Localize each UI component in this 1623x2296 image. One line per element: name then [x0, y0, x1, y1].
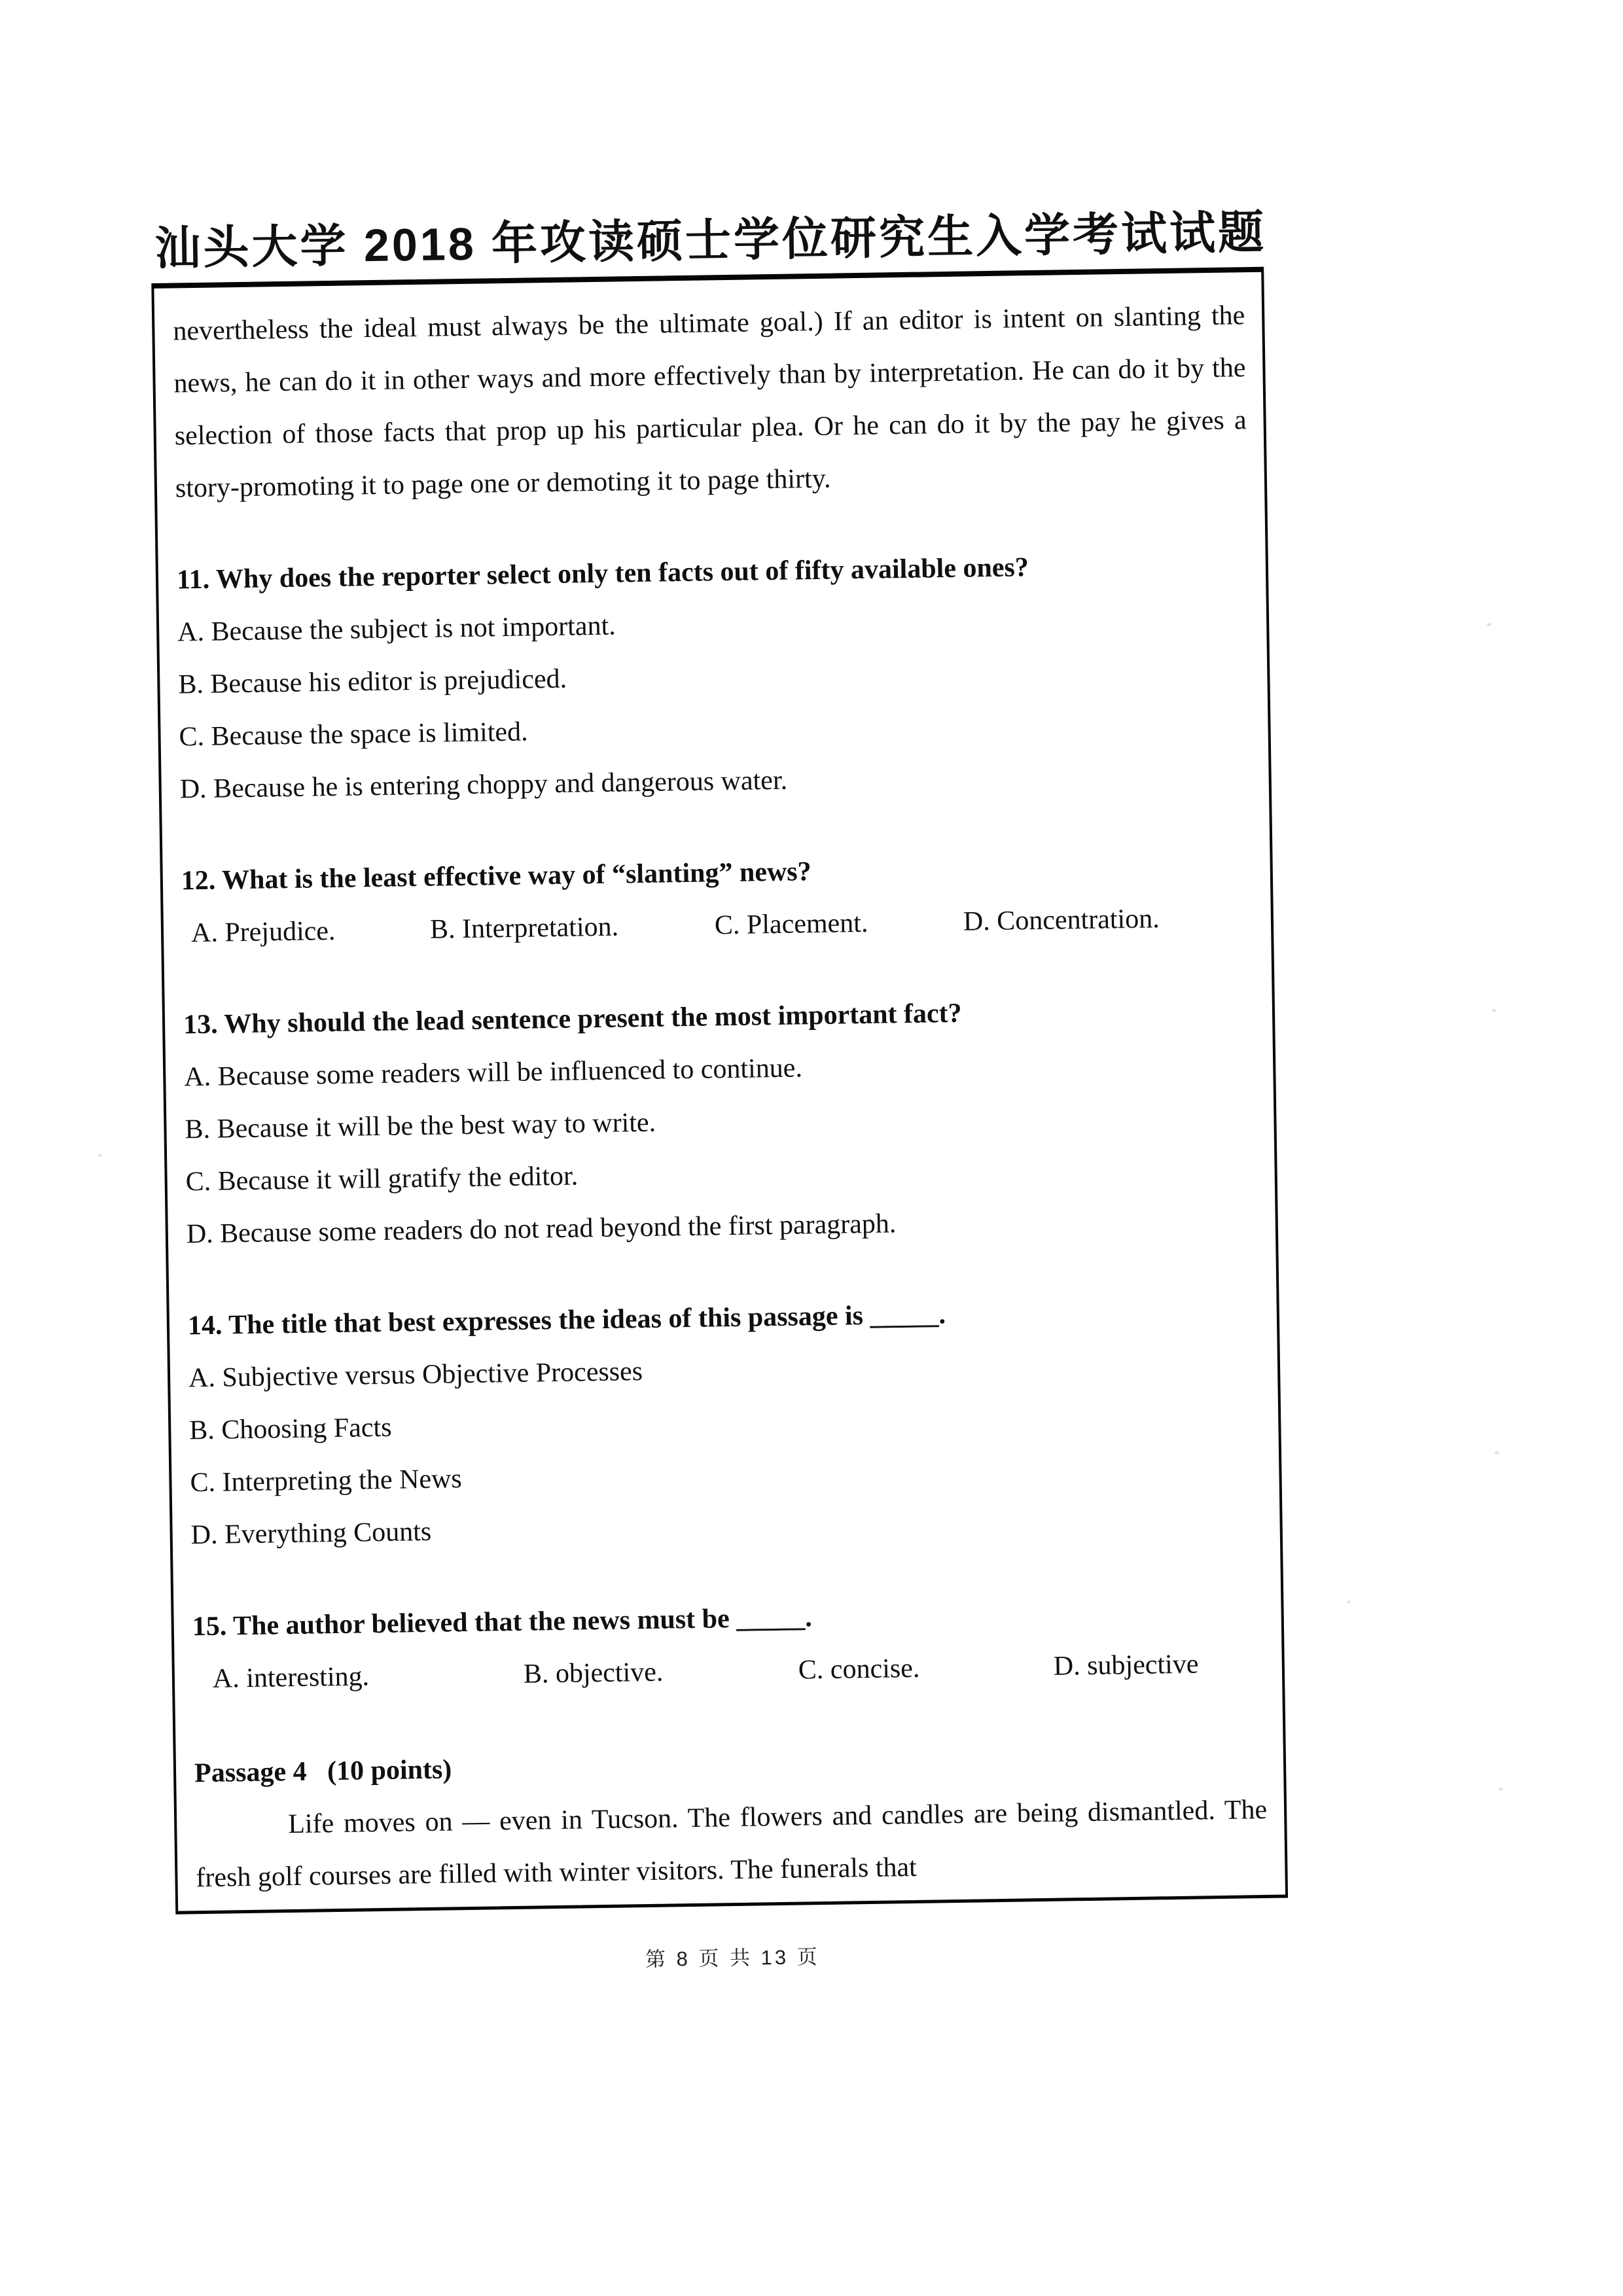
scan-noise-speck — [1492, 1009, 1496, 1012]
scan-noise-speck — [1499, 1788, 1503, 1791]
question-11-option-c: C. Because the space is limited. — [179, 716, 528, 752]
question-13 — [183, 983, 1259, 1260]
question-13-stem: 13. Why should the lead sentence present the most important fact? — [183, 998, 962, 1040]
exam-title: 汕头大学 2018 年攻读硕士学位研究生入学考试试题 — [154, 206, 1267, 274]
question-13-option-a: A. Because some readers will be influenced to continue. — [183, 1053, 803, 1093]
question-12-stem: 12. What is the least effective way of “slanting” news? — [181, 857, 812, 896]
question-13-option-d: D. Because some readers do not read beyond the first paragraph. — [186, 1209, 897, 1250]
question-12-option-b: B. Interpretation. — [429, 911, 619, 945]
page-number-footer: 第 8 页 共 13 页 — [645, 1945, 821, 1971]
question-11-option-d: D. Because he is entering choppy and dangerous water. — [179, 765, 788, 805]
question-14 — [187, 1284, 1263, 1561]
question-11-stem: 11. Why does the reporter select only ten facts out of fifty available ones? — [176, 552, 1029, 595]
question-15-option-d: D. subjective — [1053, 1649, 1199, 1682]
question-15-option-a: A. interesting. — [212, 1661, 370, 1694]
question-11-option-a: A. Because the subject is not important. — [177, 610, 616, 648]
question-15 — [192, 1585, 1265, 1705]
question-14-stem: 14. The title that best expresses the ideas of this passage is _____. — [187, 1299, 946, 1341]
passage3-continuation-paragraph: nevertheless the ideal must always be the ultimate goal.) If an editor is intent on slanting the news, he can do it in other ways and more effectively than by interpretation. He can do it by the selection of those facts that prop up his particular plea. Or he can do it by the pay he gives a story-promoting it to page one or demoting it to page thirty. — [173, 300, 1247, 504]
question-12-option-d: D. Concentration. — [963, 904, 1160, 937]
question-12 — [181, 839, 1254, 959]
question-15-option-c: C. concise. — [798, 1653, 920, 1686]
scan-noise-speck — [1495, 1451, 1499, 1455]
question-15-option-b: B. objective. — [523, 1657, 664, 1689]
scan-noise-speck — [1347, 1600, 1350, 1603]
question-14-option-c: C. Interpreting the News — [190, 1464, 463, 1498]
question-13-option-c: C. Because it will gratify the editor. — [185, 1161, 579, 1197]
passage-4-text: Life moves on — even in Tucson. The flowers and candles are being dismantled. The fresh golf courses are filled with winter visitors. The funerals that — [196, 1794, 1268, 1894]
scan-noise-speck — [1487, 623, 1491, 626]
question-11 — [176, 538, 1252, 815]
exam-content-box — [151, 267, 1288, 1915]
passage-4-section — [194, 1731, 1268, 1904]
question-12-option-c: C. Placement. — [714, 908, 868, 941]
scanned-sheet — [151, 206, 1289, 1979]
passage-4-heading: Passage 4 (10 points) — [194, 1754, 452, 1789]
question-12-option-a: A. Prejudice. — [190, 915, 336, 949]
question-14-option-d: D. Everything Counts — [190, 1516, 432, 1551]
question-14-option-a: A. Subjective versus Objective Processes — [188, 1356, 643, 1394]
question-13-option-b: B. Because it will be the best way to write. — [185, 1107, 656, 1145]
question-14-option-b: B. Choosing Facts — [188, 1412, 392, 1446]
question-11-option-b: B. Because his editor is prejudiced. — [178, 663, 567, 700]
question-15-stem: 15. The author believed that the news must be _____. — [192, 1602, 813, 1642]
scan-noise-speck — [98, 1154, 102, 1157]
